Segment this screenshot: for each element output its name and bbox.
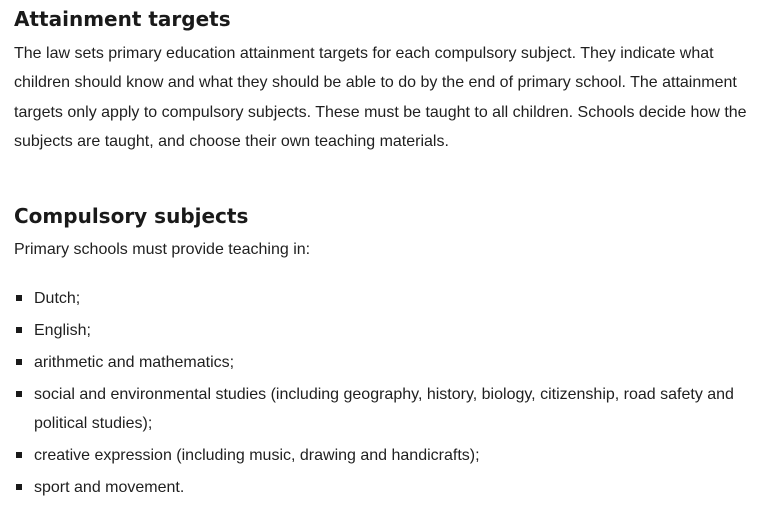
compulsory-subjects-intro: Primary schools must provide teaching in: [14,241,311,258]
square-bullet-icon [16,484,22,490]
list-item-text: arithmetic and mathematics; [34,354,235,371]
list-item [14,441,772,470]
list-item-text: social and environmental studies (including geography, history, biology, citizenship, road safety and political studies); [34,386,734,432]
list-item [14,316,772,345]
square-bullet-icon [16,391,22,397]
square-bullet-icon [16,452,22,458]
compulsory-subjects-list [14,284,772,505]
list-item [14,284,772,313]
list-item-text: English; [34,322,91,339]
square-bullet-icon [16,327,22,333]
attainment-targets-heading: Attainment targets [14,7,231,31]
list-item [14,380,772,438]
list-item-text: creative expression (including music, drawing and handicrafts); [34,447,480,464]
list-item [14,473,772,502]
list-item-text: Dutch; [34,290,81,307]
list-item [14,348,772,377]
attainment-targets-paragraph: The law sets primary education attainment targets for each compulsory subject. They indicate what children should know and what they should be able to do by the end of primary school. The attainment targets only apply to compulsory subjects. These must be taught to all children. Schools decide how the subjects are taught, and choose their own teaching materials. [14,45,747,150]
square-bullet-icon [16,359,22,365]
square-bullet-icon [16,295,22,301]
compulsory-subjects-heading: Compulsory subjects [14,204,249,228]
list-item-text: sport and movement. [34,479,185,496]
